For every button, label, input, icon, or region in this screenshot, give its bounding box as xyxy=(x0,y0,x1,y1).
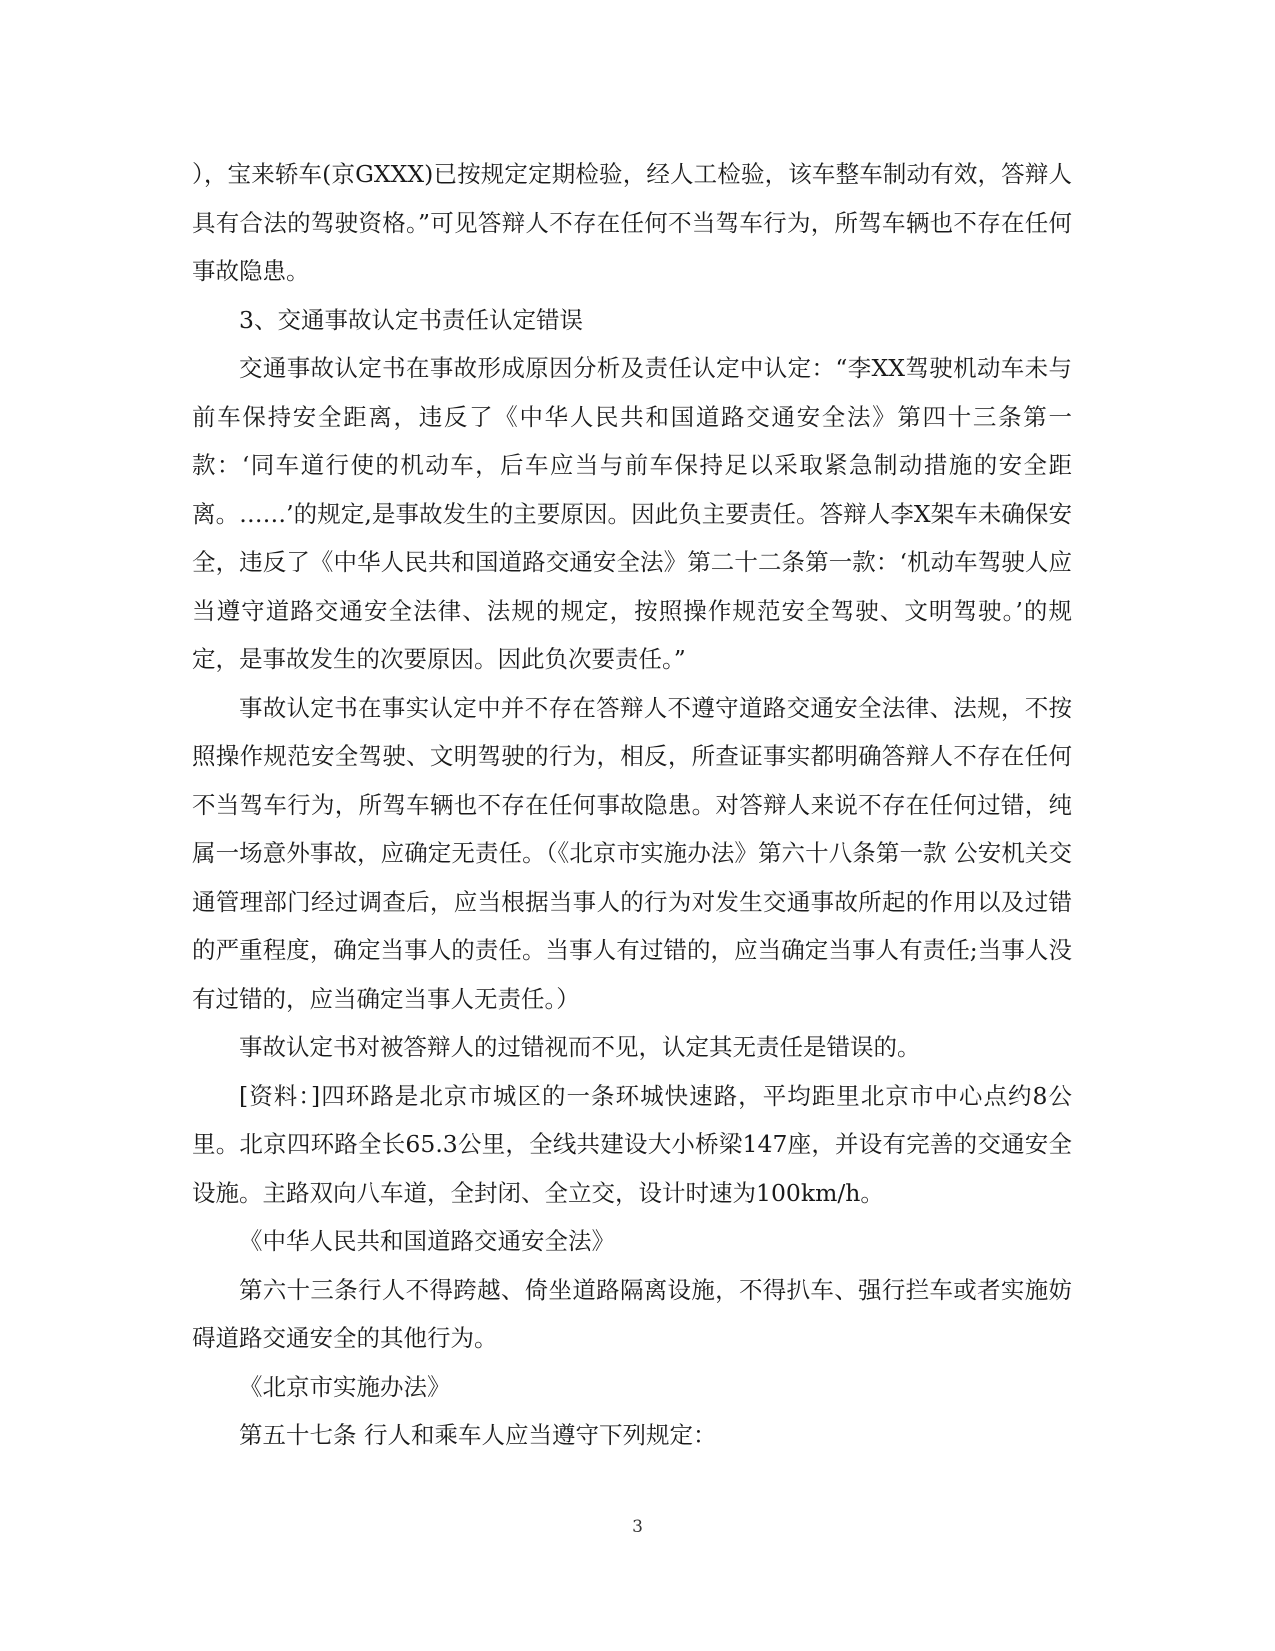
paragraph: [资料：]四环路是北京市城区的一条环城快速路，平均距里北京市中心点约8公里。北京四环路全长65.3公里，全线共建设大小桥梁147座，并设有完善的交通安全设施。主路双向八车道，全封闭、全立交，设计时速为100km/h。 xyxy=(192,1081,1072,1207)
page-number: 3 xyxy=(632,1517,643,1537)
paragraph: 事故认定书对被答辩人的过错视而不见，认定其无责任是错误的。 xyxy=(239,1033,921,1061)
paragraph: 第六十三条行人不得跨越、倚坐道路隔离设施，不得扒车、强行拦车或者实施妨碍道路交通安全的其他行为。 xyxy=(192,1275,1072,1352)
law-title: 《北京市实施办法》 xyxy=(239,1372,451,1401)
paragraph-continuation: ），宝来轿车(京GXXX)已按规定定期检验，经人工检验，该车整车制动有效，答辩人具有合法的驾驶资格。”可见答辩人不存在任何不当驾车行为，所驾车辆也不存在任何事故隐患。 xyxy=(192,160,1072,285)
paragraph: 交通事故认定书在事故形成原因分析及责任认定中认定：“李XX驾驶机动车未与前车保持安全距离，违反了《中华人民共和国道路交通安全法》第四十三条第一款：‘同车道行使的机动车，后车应当与前车保持足以采取紧急制动措施的安全距离。……’的规定,是事故发生的主要原因。因此负主要责任。答辩人李X架车未确保安全，违反了《中华人民共和国道路交通安全法》第二十二条第一款：‘机动车驾驶人应当遵守道路交通安全法律、法规的规定，按照操作规范安全驾驶、文明驾驶。’的规定，是事故发生的次要原因。因此负次要责任。” xyxy=(192,354,1072,673)
law-title: 《中华人民共和国道路交通安全法》 xyxy=(239,1227,615,1255)
paragraph: 事故认定书在事实认定中并不存在答辩人不遵守道路交通安全法律、法规，不按照操作规范安全驾驶、文明驾驶的行为，相反，所查证事实都明确答辩人不存在任何不当驾车行为，所驾车辆也不存在任何事故隐患。对答辩人来说不存在任何过错，纯属一场意外事故，应确定无责任。（《北京市实施办法》第六十八条第一款 公安机关交通管理部门经过调查后，应当根据当事人的行为对发生交通事故所起的作用以及过错的严重程度，确定当事人的责任。当事人有过错的，应当确定当事人有责任;当事人没有过错的，应当确定当事人无责任。） xyxy=(192,693,1072,1013)
paragraph: 第五十七条 行人和乘车人应当遵守下列规定： xyxy=(239,1421,717,1449)
section-heading: 3、交通事故认定书责任认定错误 xyxy=(239,305,583,334)
document-body xyxy=(192,150,1072,1460)
